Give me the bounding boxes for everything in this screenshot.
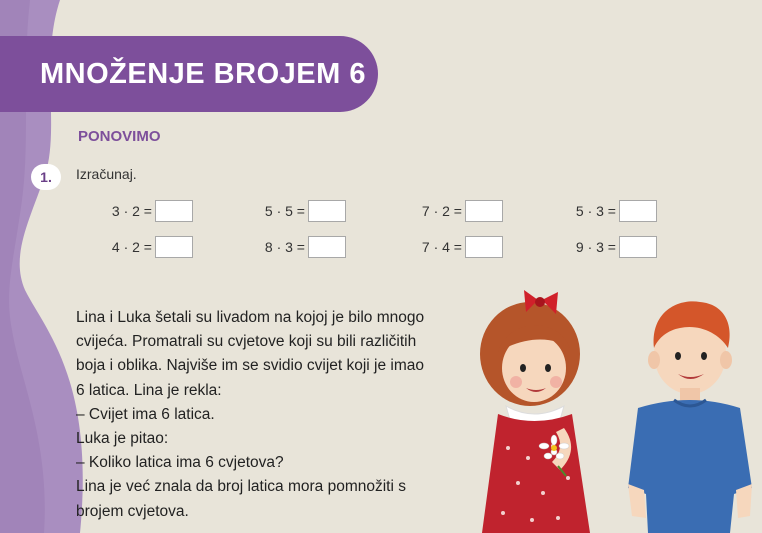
- answer-box[interactable]: [308, 200, 346, 222]
- page-title: MNOŽENJE BROJEM 6: [40, 57, 366, 90]
- exercise: [100, 236, 193, 258]
- story-line: Lina je već znala da broj latica mora pomnožiti s: [76, 478, 406, 496]
- story-line: 6 latica. Lina je rekla:: [76, 381, 222, 399]
- exercise: [100, 200, 193, 222]
- answer-box[interactable]: [155, 236, 193, 258]
- exercise: [254, 200, 346, 222]
- exercise-expression: 7 · 4 =: [421, 239, 462, 255]
- exercise-expression: 5 · 3 =: [575, 203, 616, 219]
- title-banner: [0, 36, 378, 112]
- story-line: Luka je pitao:: [76, 430, 169, 448]
- answer-box[interactable]: [619, 236, 657, 258]
- answer-box[interactable]: [465, 236, 503, 258]
- answer-box[interactable]: [465, 200, 503, 222]
- exercise: [566, 200, 657, 222]
- section-heading: PONOVIMO: [78, 128, 161, 145]
- answer-box[interactable]: [155, 200, 193, 222]
- exercise: [566, 236, 657, 258]
- exercise: [412, 236, 503, 258]
- answer-box[interactable]: [308, 236, 346, 258]
- exercise-expression: 4 · 2 =: [111, 239, 152, 255]
- exercise-expression: 9 · 3 =: [575, 239, 616, 255]
- story-text: [76, 306, 476, 524]
- answer-box[interactable]: [619, 200, 657, 222]
- exercise-expression: 3 · 2 =: [111, 203, 152, 219]
- task-instruction: Izračunaj.: [76, 166, 137, 182]
- exercise-expression: 8 · 3 =: [264, 239, 305, 255]
- girl-figure: [480, 290, 590, 533]
- story-line: brojem cvjetova.: [76, 502, 189, 520]
- children-illustration: [468, 288, 762, 533]
- story-line: – Koliko latica ima 6 cvjetova?: [76, 454, 284, 472]
- story-line: cvijeća. Promatrali su cvjetove koji su bili različitih: [76, 333, 417, 351]
- exercise-expression: 7 · 2 =: [421, 203, 462, 219]
- boy-figure: [628, 301, 752, 533]
- exercise: [412, 200, 503, 222]
- story-line: – Cvijet ima 6 latica.: [76, 405, 215, 423]
- exercise-expression: 5 · 5 =: [264, 203, 305, 219]
- story-line: boja i oblika. Najviše im se svidio cvijet koji je imao: [76, 357, 425, 375]
- exercise: [254, 236, 346, 258]
- story-line: Lina i Luka šetali su livadom na kojoj je bilo mnogo: [76, 309, 425, 326]
- task-number-badge: 1.: [31, 164, 61, 190]
